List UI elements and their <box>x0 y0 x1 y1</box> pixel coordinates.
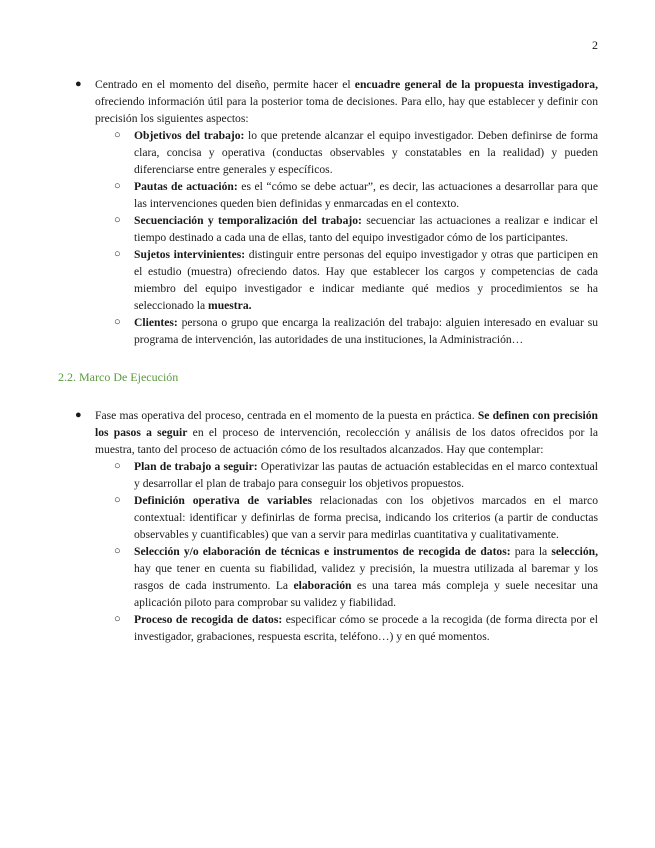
circle-bullet-icon: ○ <box>114 180 121 192</box>
circle-bullet-icon: ○ <box>114 129 121 141</box>
item-text: para la <box>510 545 552 558</box>
circle-bullet-icon: ○ <box>114 316 121 328</box>
item-term-3: elaboración <box>293 579 352 592</box>
list-item <box>95 314 598 348</box>
item-term: Sujetos intervinientes: <box>134 248 246 261</box>
list-item <box>95 458 598 492</box>
item-text: persona o grupo que encarga la realización del trabajo: alguien interesado en evaluar su programa de intervención, las autoridades de una instituciones, la Administración… <box>134 316 598 346</box>
execution-frame-list <box>58 407 598 645</box>
circle-bullet-icon: ○ <box>114 214 121 226</box>
item-term-2: selección, <box>551 545 598 558</box>
list-item <box>95 178 598 212</box>
intro-text-cont: en el proceso de intervención, recolección y análisis de los datos ofrecidos por la muestra, tanto del proceso de actuación cómo de los resultados alcanzados. Hay que contemplar: <box>95 426 598 456</box>
item-term: Plan de trabajo a seguir: <box>134 460 258 473</box>
item-text: secuenciar las actuaciones a realizar e indicar el tiempo destinado a cada una de ellas, tanto del equipo investigador cómo de los participantes. <box>134 214 598 244</box>
item-text: es el “cómo se debe actuar”, es decir, las actuaciones a desarrollar para que las intervenciones queden bien definidas y enmarcadas en el contexto. <box>134 180 598 210</box>
list-item <box>95 543 598 611</box>
steps-list <box>95 458 598 645</box>
item-term: Proceso de recogida de datos: <box>134 613 283 626</box>
list-item <box>95 127 598 178</box>
item-text-2: hay que tener en cuenta su fiabilidad, validez y precisión, la muestra utilizada al baremar y los rasgos de cada instrumento. La <box>134 562 598 592</box>
design-frame-item <box>58 76 598 348</box>
intro-bold: encuadre general de la propuesta investigadora, <box>354 78 599 91</box>
section-heading: 2.2. Marco De Ejecución <box>58 370 179 384</box>
item-term: Secuenciación y temporalización del trabajo: <box>134 214 362 227</box>
design-frame-list <box>58 76 598 348</box>
item-term: Definición operativa de variables <box>134 494 313 507</box>
list-item <box>95 492 598 543</box>
circle-bullet-icon: ○ <box>114 494 121 506</box>
item-text: Operativizar las pautas de actuación establecidas en el marco contextual y desarrollar el plan de trabajo para conseguir los objetivos propuestos. <box>134 460 598 490</box>
item-text: relacionadas con los objetivos marcados en el marco contextual: identificar y definirlas de forma precisa, indicando los criterios (a partir de conductas observables y cuantificables) que van a servir para medirlas cuantitativa y cualitativamente. <box>134 494 598 541</box>
item-term: Objetivos del trabajo: <box>134 129 245 142</box>
list-item <box>95 212 598 246</box>
page-number: 2 <box>592 38 598 52</box>
execution-frame-item <box>58 407 598 645</box>
item-text: especificar cómo se procede a la recogida (de forma directa por el investigador, grabaciones, respuesta escrita, teléfono…) y en qué momentos. <box>134 613 598 643</box>
item-term: Clientes: <box>134 316 178 329</box>
bullet-icon: ● <box>75 409 82 421</box>
circle-bullet-icon: ○ <box>114 545 121 557</box>
item-text-3: es una tarea más compleja y suele necesitar una aplicación piloto para comprobar su validez y fiabilidad. <box>134 579 598 609</box>
list-item <box>95 246 598 314</box>
intro-bold: Se definen con precisión los pasos a seguir <box>95 409 598 439</box>
item-term-end: muestra. <box>208 299 252 312</box>
intro-text-cont: ofreciendo información útil para la posterior toma de decisiones. Para ello, hay que establecer y definir con precisión los siguientes aspectos: <box>95 95 598 125</box>
item-text: lo que pretende alcanzar el equipo investigador. Deben definirse de forma clara, concisa y operativa (conductas observables y constatables en la realidad) y pueden diferenciarse entre generales y específicos. <box>134 129 598 176</box>
item-text: distinguir entre personas del equipo investigador y otras que participen en el estudio (muestra) ofreciendo datos. Hay que establecer los cargos y competencias de cada miembro del equipo investigador e indicar mediante qué medios y procedimientos se ha seleccionado la <box>134 248 599 312</box>
page-content <box>58 76 598 645</box>
circle-bullet-icon: ○ <box>114 613 121 625</box>
intro-text: Fase mas operativa del proceso, centrada en el momento de la puesta en práctica. <box>95 409 478 422</box>
item-term: Selección y/o elaboración de técnicas e instrumentos de recogida de datos: <box>134 545 511 558</box>
circle-bullet-icon: ○ <box>114 460 121 472</box>
aspects-list <box>95 127 598 348</box>
intro-text: Centrado en el momento del diseño, permite hacer el <box>95 78 355 91</box>
bullet-icon: ● <box>75 78 82 90</box>
item-term: Pautas de actuación: <box>134 180 238 193</box>
list-item <box>95 611 598 645</box>
circle-bullet-icon: ○ <box>114 248 121 260</box>
